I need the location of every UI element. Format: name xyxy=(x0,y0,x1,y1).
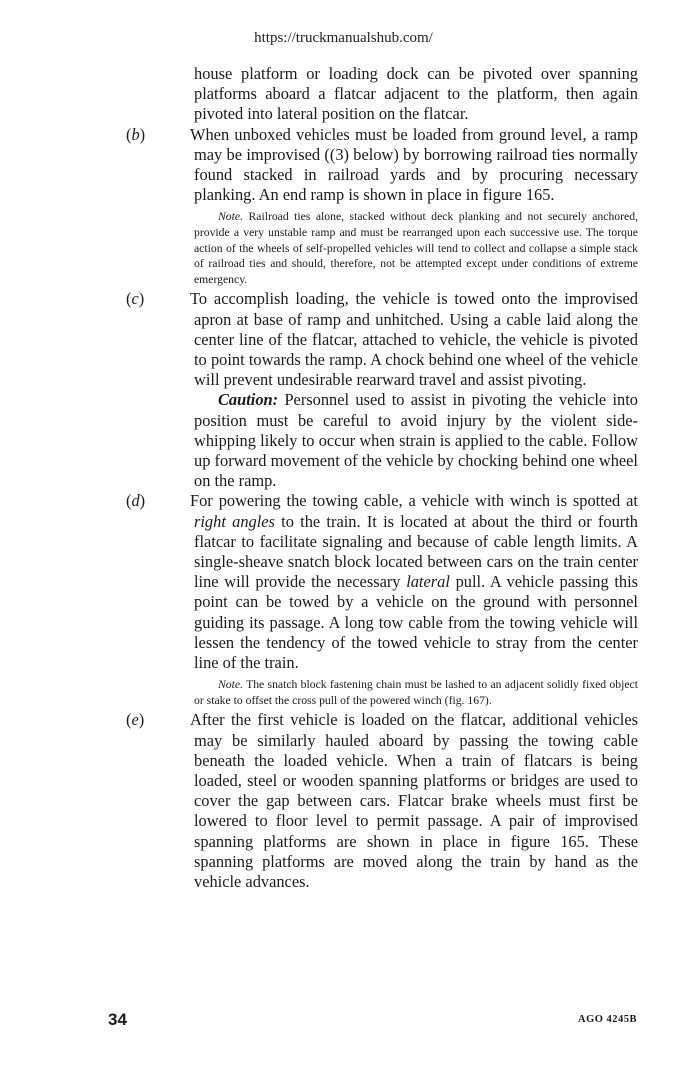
paragraph-d-emphasis-1: right angles xyxy=(194,511,275,531)
paragraph-b xyxy=(126,124,638,206)
paragraph-c xyxy=(126,289,638,390)
note-d-label: Note. xyxy=(218,678,243,692)
continuation-text: house platform or loading dock can be pivoted over spanning platforms aboard a flatcar adjacent to the platform, then again pivoted into lateral position on the flatcar. xyxy=(194,64,638,124)
paragraph-e-marker: (e) xyxy=(126,710,145,730)
paragraph-d xyxy=(126,491,639,673)
paragraph-c-marker: (c) xyxy=(126,289,145,309)
paragraph-b-marker: (b) xyxy=(126,124,146,144)
paragraph-b-text: When unboxed vehicles must be loaded from ground level, a ramp may be improvised ((3) below) by borrowing railroad ties normally found stacked in railroad yards and by procuring necessary planking. An end ramp is shown in place in figure 165. xyxy=(190,124,638,205)
document-code: AGO 4245B xyxy=(578,1014,638,1025)
page-number: 34 xyxy=(108,1010,127,1029)
note-b xyxy=(160,209,638,287)
continuation-paragraph xyxy=(160,64,638,125)
caution-label: Caution: xyxy=(218,390,279,410)
note-d xyxy=(160,677,638,708)
body-text xyxy=(126,64,639,892)
note-b-label: Note. xyxy=(218,210,243,224)
paragraph-e xyxy=(126,710,638,892)
paragraph-d-marker: (d) xyxy=(126,491,146,511)
paragraph-d-emphasis-2: lateral xyxy=(406,572,450,592)
caution-text: Personnel used to assist in pivoting the vehicle into position must be careful to avoid injury by the violent side-whipping likely to occur when strain is applied to the cable. Follow up forward movement of the vehicle by chocking behind one wheel on the ramp. xyxy=(194,390,639,491)
paragraph-d-text-3: pull. A vehicle passing this point can be towed by a vehicle on the ground with personnel guiding its passage. A long tow cable from the towing vehicle will lessen the tendency of the towed vehicle to stray from the center line of the train. xyxy=(194,572,639,673)
caution-c xyxy=(160,390,638,491)
note-d-text: The snatch block fastening chain must be lashed to an adjacent solidly fixed object or stake to offset the cross pull of the powered winch (fig. 167). xyxy=(194,678,638,707)
note-b-text: Railroad ties alone, stacked without deck planking and not securely anchored, provide a very unstable ramp and must be rearranged upon each successive use. The torque action of the wheels of self-propelled vehicles will tend to collect and collapse a simple stack of railroad ties and should, therefore, not be attempted except under conditions of extreme emergency. xyxy=(194,210,638,286)
paragraph-d-text-2: to the train. It is located at about the third or fourth flatcar to facilitate signaling and because of cable length limits. A single-sheave snatch block located between cars on the train center line will provide the necessary xyxy=(194,511,638,592)
paragraph-e-text: After the first vehicle is loaded on the flatcar, additional vehicles may be similarly hauled aboard by passing the towing cable beneath the loaded vehicle. When a train of flatcars is being loaded, steel or wooden spanning platforms or bridges are used to cover the gap between cars. Flatcar brake wheels must first be lowered to floor level to permit passage. A pair of improvised spanning platforms are shown in place in figure 165. These spanning platforms are moved along the train by hand as the vehicle advances. xyxy=(190,710,638,892)
source-url: https://truckmanualshub.com/ xyxy=(254,30,433,46)
paragraph-c-text: To accomplish loading, the vehicle is towed onto the improvised apron at base of ramp and unhitched. Using a cable laid along the center line of the flatcar, attached to vehicle, the vehicle is pivoted to point towards the ramp. A chock behind one wheel of the vehicle will prevent undesirable rearward travel and assist pivoting. xyxy=(190,289,638,390)
paragraph-d-text-1: For powering the towing cable, a vehicle with winch is spotted at xyxy=(190,491,638,511)
